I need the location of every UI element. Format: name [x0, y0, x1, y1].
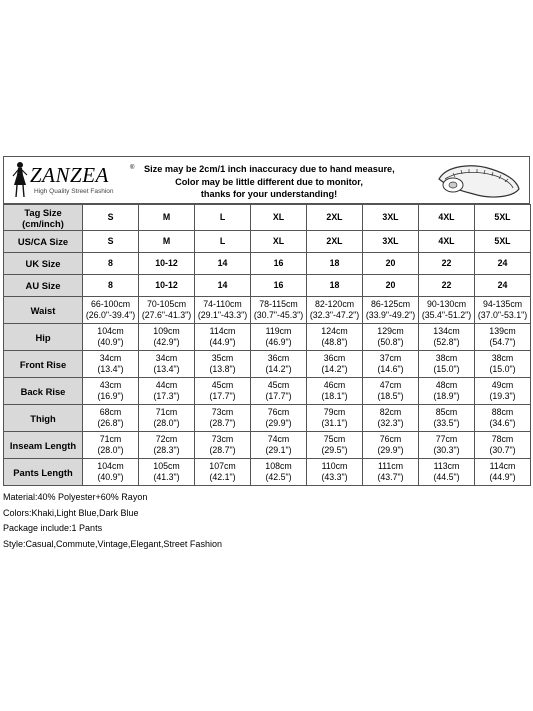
size-cell	[83, 297, 139, 324]
cell-value: 104cm	[97, 461, 124, 471]
size-cell	[83, 231, 139, 253]
cell-value: 70-105cm	[146, 299, 187, 309]
cell-value: 20	[385, 280, 396, 290]
size-cell	[83, 351, 139, 378]
size-cell	[195, 253, 251, 275]
cell-value: 3XL	[382, 212, 399, 222]
cell-value-inch: (14.6")	[377, 364, 404, 374]
cell-value: 45cm	[267, 380, 290, 390]
cell-value-inch: (15.0")	[489, 364, 516, 374]
size-cell	[251, 432, 307, 459]
size-cell	[251, 275, 307, 297]
cell-value: 4XL	[438, 236, 455, 246]
row-label	[4, 378, 83, 405]
size-cell	[363, 324, 419, 351]
cell-value: 36cm	[323, 353, 346, 363]
cell-value-inch: (29.9")	[377, 445, 404, 455]
size-cell	[139, 405, 195, 432]
size-cell	[195, 378, 251, 405]
size-cell	[83, 275, 139, 297]
notice-line: Size may be 2cm/1 inch inaccuracy due to hand measure,	[144, 164, 395, 174]
cell-value: 8	[108, 258, 113, 268]
size-row	[4, 459, 531, 486]
brand-tagline: High Quality Street Fashion	[34, 188, 114, 195]
cell-value-inch: (28.7")	[209, 418, 236, 428]
row-label-line: Hip	[35, 331, 51, 343]
size-cell	[475, 432, 531, 459]
cell-value: 73cm	[211, 434, 234, 444]
size-cell	[419, 459, 475, 486]
size-cell	[251, 324, 307, 351]
cell-value-inch: (17.7")	[209, 391, 236, 401]
size-cell	[139, 459, 195, 486]
cell-value: 82cm	[379, 407, 402, 417]
cell-value: 10-12	[155, 258, 178, 268]
cell-value-inch: (31.1")	[321, 418, 348, 428]
cell-value: 111cm	[377, 461, 404, 471]
size-cell	[475, 231, 531, 253]
measurement-notice	[144, 163, 394, 201]
size-cell	[419, 253, 475, 275]
cell-value: 2XL	[326, 236, 343, 246]
cell-value: 134cm	[433, 326, 460, 336]
size-cell	[139, 205, 195, 231]
cell-value: 18	[329, 280, 340, 290]
size-cell	[83, 432, 139, 459]
size-cell	[419, 275, 475, 297]
cell-value: 119cm	[265, 326, 292, 336]
size-cell	[195, 405, 251, 432]
row-label-line: UK Size	[25, 258, 61, 269]
cell-value: 48cm	[435, 380, 458, 390]
size-cell	[363, 297, 419, 324]
size-cell	[475, 275, 531, 297]
cell-value: 37cm	[379, 353, 402, 363]
size-cell	[307, 351, 363, 378]
size-cell	[195, 205, 251, 231]
size-cell	[83, 378, 139, 405]
size-cell	[419, 205, 475, 231]
cell-value: M	[162, 236, 171, 246]
cell-value: 10-12	[155, 280, 178, 290]
size-cell	[475, 297, 531, 324]
size-cell	[251, 378, 307, 405]
row-label	[4, 432, 83, 459]
size-cell	[83, 205, 139, 231]
size-cell	[363, 275, 419, 297]
size-cell	[363, 205, 419, 231]
size-cell	[363, 231, 419, 253]
cell-value-inch: (34.6")	[489, 418, 516, 428]
cell-value-inch: (29.1")	[265, 445, 292, 455]
cell-value: 76cm	[267, 407, 290, 417]
size-cell	[475, 405, 531, 432]
cell-value: 38cm	[491, 353, 514, 363]
size-cell	[307, 324, 363, 351]
row-label-line: Tag Size	[24, 206, 62, 218]
cell-value-inch: (28.7")	[209, 445, 236, 455]
cell-value: 72cm	[155, 434, 178, 444]
row-label-line: Waist	[30, 304, 56, 316]
row-label	[4, 405, 83, 432]
cell-value: 2XL	[326, 212, 343, 222]
cell-value: 20	[385, 258, 396, 268]
cell-value-inch: (16.9")	[97, 391, 124, 401]
cell-value-inch: (42.5")	[265, 472, 292, 482]
cell-value: 73cm	[211, 407, 234, 417]
brand-name: ZANZEA	[30, 163, 109, 187]
cell-value: 34cm	[155, 353, 178, 363]
size-row	[4, 432, 531, 459]
cell-value: 44cm	[155, 380, 178, 390]
cell-value: 78-115cm	[259, 299, 298, 309]
row-label-line: Front Rise	[19, 358, 67, 370]
size-cell	[475, 324, 531, 351]
cell-value-inch: (18.5")	[377, 391, 404, 401]
row-label	[4, 205, 83, 231]
cell-value-inch: (54.7")	[489, 337, 516, 347]
cell-value-inch: (43.7")	[377, 472, 404, 482]
cell-value: 36cm	[267, 353, 290, 363]
size-cell	[251, 205, 307, 231]
cell-value: 45cm	[211, 380, 234, 390]
size-cell	[419, 324, 475, 351]
cell-value: 78cm	[491, 434, 514, 444]
size-cell	[363, 459, 419, 486]
cell-value: 3XL	[382, 236, 399, 246]
size-row	[4, 324, 531, 351]
size-cell	[139, 275, 195, 297]
cell-value: 38cm	[435, 353, 458, 363]
cell-value: M	[162, 212, 171, 222]
size-cell	[195, 351, 251, 378]
cell-value: 114cm	[209, 326, 236, 336]
cell-value-inch: (26.0"-39.4")	[85, 310, 136, 320]
size-cell	[307, 459, 363, 486]
cell-value: 14	[217, 280, 228, 290]
cell-value: 94-135cm	[482, 299, 523, 309]
cell-value-inch: (50.8")	[377, 337, 404, 347]
size-cell	[307, 205, 363, 231]
size-row	[4, 297, 531, 324]
row-label-line: Thigh	[30, 412, 56, 424]
size-cell	[195, 432, 251, 459]
cell-value: 129cm	[377, 326, 404, 336]
size-cell	[307, 253, 363, 275]
cell-value-inch: (26.8")	[97, 418, 124, 428]
cell-value: 86-125cm	[370, 299, 411, 309]
size-cell	[139, 378, 195, 405]
cell-value: 82-120cm	[314, 299, 355, 309]
size-row	[4, 253, 531, 275]
cell-value-inch: (30.7"-45.3")	[253, 310, 304, 320]
size-cell	[251, 459, 307, 486]
size-cell	[139, 231, 195, 253]
cell-value-inch: (15.0")	[433, 364, 460, 374]
size-row	[4, 231, 531, 253]
cell-value: 71cm	[99, 434, 122, 444]
woman-silhouette-icon	[10, 161, 30, 199]
size-cell	[475, 459, 531, 486]
cell-value: 34cm	[99, 353, 122, 363]
cell-value: XL	[272, 236, 285, 246]
size-cell	[475, 351, 531, 378]
size-row	[4, 351, 531, 378]
size-cell	[419, 351, 475, 378]
cell-value-inch: (28.0")	[97, 445, 124, 455]
cell-value: 85cm	[435, 407, 458, 417]
cell-value: 74cm	[267, 434, 290, 444]
cell-value: 109cm	[153, 326, 180, 336]
cell-value: 16	[273, 258, 284, 268]
size-cell	[139, 324, 195, 351]
cell-value: 68cm	[99, 407, 122, 417]
row-label-line: Pants Length	[13, 466, 73, 478]
cell-value-inch: (40.9")	[97, 472, 124, 482]
cell-value-inch: (32.3"-47.2")	[309, 310, 360, 320]
cell-value: 5XL	[494, 212, 511, 222]
product-info	[3, 490, 222, 552]
cell-value-inch: (52.8")	[433, 337, 460, 347]
cell-value-inch: (28.0")	[153, 418, 180, 428]
style-text: Style:Casual,Commute,Vintage,Elegant,Street Fashion	[3, 538, 222, 549]
cell-value: 22	[441, 258, 452, 268]
cell-value-inch: (32.3")	[377, 418, 404, 428]
cell-value-inch: (17.3")	[153, 391, 180, 401]
size-cell	[251, 297, 307, 324]
cell-value: 22	[441, 280, 452, 290]
size-table	[3, 204, 531, 486]
cell-value: S	[107, 236, 114, 246]
size-cell	[363, 253, 419, 275]
cell-value-inch: (44.9")	[489, 472, 516, 482]
row-label	[4, 231, 83, 253]
size-cell	[83, 459, 139, 486]
size-cell	[139, 432, 195, 459]
size-cell	[363, 432, 419, 459]
cell-value: 24	[497, 280, 508, 290]
cell-value-inch: (35.4"-51.2")	[421, 310, 472, 320]
cell-value: 110cm	[321, 461, 348, 471]
cell-value: 18	[329, 258, 340, 268]
cell-value: 75cm	[323, 434, 346, 444]
cell-value-inch: (44.9")	[209, 337, 236, 347]
size-row	[4, 378, 531, 405]
size-cell	[363, 378, 419, 405]
notice-line: thanks for your understanding!	[200, 189, 338, 199]
cell-value: 71cm	[155, 407, 178, 417]
cell-value: XL	[272, 212, 285, 222]
cell-value: 107cm	[209, 461, 236, 471]
size-cell	[475, 378, 531, 405]
size-row	[4, 405, 531, 432]
cell-value-inch: (37.0"-53.1")	[477, 310, 528, 320]
row-label-line: AU Size	[25, 280, 61, 291]
size-cell	[419, 231, 475, 253]
size-cell	[363, 405, 419, 432]
cell-value-inch: (19.3")	[489, 391, 516, 401]
cell-value: 66-100cm	[90, 299, 131, 309]
cell-value: 24	[497, 258, 508, 268]
cell-value: 113cm	[433, 461, 460, 471]
cell-value-inch: (17.7")	[265, 391, 292, 401]
row-label-line: US/CA Size	[17, 236, 69, 247]
cell-value: 5XL	[494, 236, 511, 246]
cell-value-inch: (29.1"-43.3")	[197, 310, 248, 320]
cell-value: 14	[217, 258, 228, 268]
size-cell	[307, 231, 363, 253]
cell-value-inch: (42.9")	[153, 337, 180, 347]
cell-value-inch: (33.5")	[433, 418, 460, 428]
size-row	[4, 205, 531, 231]
size-row	[4, 275, 531, 297]
cell-value: 77cm	[435, 434, 458, 444]
cell-value: 104cm	[97, 326, 124, 336]
cell-value-inch: (30.7")	[489, 445, 516, 455]
size-cell	[83, 324, 139, 351]
cell-value-inch: (43.3")	[321, 472, 348, 482]
registered-mark: ®	[130, 165, 135, 171]
cell-value: 43cm	[99, 380, 122, 390]
cell-value: 79cm	[323, 407, 346, 417]
size-cell	[139, 253, 195, 275]
size-cell	[419, 297, 475, 324]
size-cell	[195, 297, 251, 324]
cell-value-inch: (27.6"-41.3")	[141, 310, 192, 320]
size-cell	[475, 253, 531, 275]
size-cell	[195, 324, 251, 351]
cell-value-inch: (29.9")	[265, 418, 292, 428]
size-cell	[363, 351, 419, 378]
cell-value: 88cm	[491, 407, 514, 417]
size-cell	[307, 275, 363, 297]
cell-value: 114cm	[489, 461, 516, 471]
cell-value: 16	[273, 280, 284, 290]
row-label	[4, 275, 83, 297]
size-cell	[251, 231, 307, 253]
size-cell	[139, 351, 195, 378]
cell-value-inch: (33.9"-49.2")	[365, 310, 416, 320]
size-cell	[475, 205, 531, 231]
cell-value-inch: (48.8")	[321, 337, 348, 347]
size-cell	[195, 231, 251, 253]
cell-value-inch: (13.4")	[153, 364, 180, 374]
cell-value-inch: (46.9")	[265, 337, 292, 347]
cell-value-inch: (40.9")	[97, 337, 124, 347]
size-cell	[419, 432, 475, 459]
cell-value-inch: (14.2")	[265, 364, 292, 374]
size-cell	[251, 351, 307, 378]
cell-value: 8	[108, 280, 113, 290]
size-cell	[139, 297, 195, 324]
cell-value-inch: (42.1")	[209, 472, 236, 482]
row-label	[4, 324, 83, 351]
cell-value: 47cm	[379, 380, 402, 390]
cell-value-inch: (30.3")	[433, 445, 460, 455]
size-cell	[419, 378, 475, 405]
cell-value: 74-110cm	[203, 299, 242, 309]
brand-logo	[8, 159, 140, 201]
cell-value: L	[219, 212, 226, 222]
row-label	[4, 253, 83, 275]
cell-value-inch: (14.2")	[321, 364, 348, 374]
cell-value: 76cm	[379, 434, 402, 444]
cell-value: 4XL	[438, 212, 455, 222]
row-label	[4, 459, 83, 486]
row-label-line: Back Rise	[20, 385, 66, 397]
size-cell	[83, 405, 139, 432]
cell-value: L	[219, 236, 226, 246]
measuring-tape-icon	[433, 159, 523, 203]
cell-value-inch: (13.4")	[97, 364, 124, 374]
size-chart-header	[3, 156, 530, 204]
size-cell	[195, 459, 251, 486]
row-label-line: (cm/inch)	[22, 217, 64, 229]
size-cell	[251, 253, 307, 275]
size-cell	[307, 405, 363, 432]
size-cell	[195, 275, 251, 297]
size-cell	[307, 432, 363, 459]
package-text: Package include:1 Pants	[3, 523, 103, 533]
notice-line: Color may be little different due to monitor,	[175, 176, 363, 187]
size-cell	[307, 297, 363, 324]
cell-value-inch: (28.3")	[153, 445, 180, 455]
size-cell	[251, 405, 307, 432]
cell-value: 124cm	[321, 326, 348, 336]
cell-value-inch: (18.9")	[433, 391, 460, 401]
size-cell	[419, 405, 475, 432]
cell-value-inch: (41.3")	[153, 472, 180, 482]
cell-value: S	[107, 212, 114, 222]
cell-value-inch: (13.8")	[209, 364, 236, 374]
cell-value-inch: (29.5")	[321, 445, 348, 455]
row-label	[4, 297, 83, 324]
cell-value: 105cm	[153, 461, 180, 471]
cell-value: 108cm	[265, 461, 292, 471]
colors-text: Colors:Khaki,Light Blue,Dark Blue	[3, 507, 139, 518]
row-label	[4, 351, 83, 378]
row-label-line: Inseam Length	[9, 439, 77, 451]
cell-value: 49cm	[491, 380, 514, 390]
size-cell	[307, 378, 363, 405]
cell-value: 35cm	[211, 353, 234, 363]
cell-value-inch: (18.1")	[321, 391, 348, 401]
cell-value: 139cm	[489, 326, 516, 336]
material-text: Material:40% Polyester+60% Rayon	[3, 492, 148, 502]
cell-value: 90-130cm	[426, 299, 467, 309]
size-cell	[83, 253, 139, 275]
cell-value: 46cm	[323, 380, 346, 390]
cell-value-inch: (44.5")	[433, 472, 460, 482]
